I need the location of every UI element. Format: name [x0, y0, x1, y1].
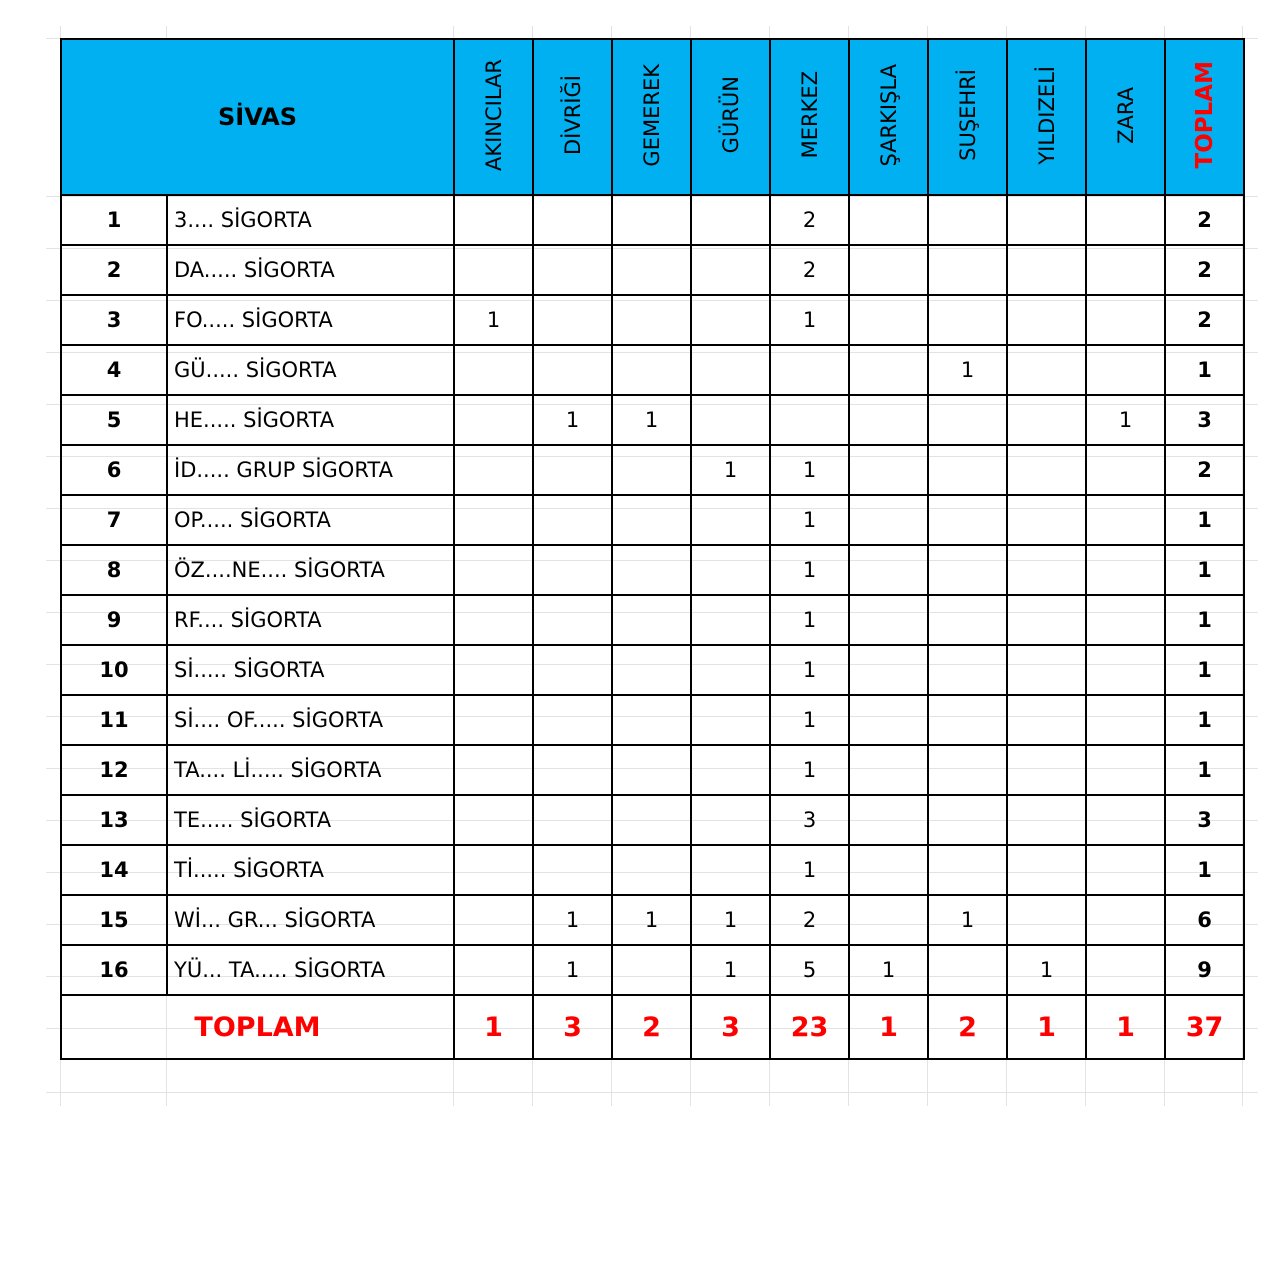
count-cell[interactable]: 2 [770, 245, 849, 295]
count-cell[interactable]: 1 [612, 895, 691, 945]
column-header-total[interactable] [1165, 39, 1244, 195]
row-number-cell[interactable]: 10 [61, 645, 167, 695]
count-cell[interactable]: 1 [849, 945, 928, 995]
table-row [61, 245, 1244, 295]
count-cell[interactable] [928, 195, 1007, 245]
count-cell[interactable] [454, 395, 533, 445]
column-header-0[interactable] [454, 39, 533, 195]
count-cell[interactable] [849, 295, 928, 345]
count-cell[interactable] [1086, 445, 1165, 495]
count-cell[interactable] [1007, 845, 1086, 895]
count-cell[interactable] [454, 345, 533, 395]
table-row [61, 595, 1244, 645]
count-cell[interactable] [1007, 745, 1086, 795]
count-cell[interactable]: 1 [770, 495, 849, 545]
count-cell[interactable] [533, 695, 612, 745]
column-header-label: GÜRÜN [718, 76, 743, 154]
count-cell[interactable] [849, 545, 928, 595]
count-cell[interactable]: 1 [691, 445, 770, 495]
count-cell[interactable] [533, 595, 612, 645]
count-cell[interactable]: 1 [612, 395, 691, 445]
table-row [61, 895, 1244, 945]
row-number-cell[interactable]: 1 [61, 195, 167, 245]
count-cell[interactable] [1007, 195, 1086, 245]
row-number-cell[interactable]: 12 [61, 745, 167, 795]
row-total-cell[interactable]: 2 [1165, 245, 1244, 295]
count-cell[interactable] [1007, 895, 1086, 945]
count-cell[interactable] [612, 645, 691, 695]
table-row [61, 545, 1244, 595]
count-cell[interactable] [849, 345, 928, 395]
column-header-label: AKINCILAR [481, 58, 506, 172]
count-cell[interactable]: 1 [770, 595, 849, 645]
column-header-6[interactable] [928, 39, 1007, 195]
count-cell[interactable] [454, 945, 533, 995]
count-cell[interactable] [849, 195, 928, 245]
count-cell[interactable] [691, 395, 770, 445]
count-cell[interactable] [612, 845, 691, 895]
count-cell[interactable] [1007, 395, 1086, 445]
company-name-cell[interactable]: TE..... SİGORTA [167, 795, 454, 845]
count-cell[interactable] [1086, 595, 1165, 645]
count-cell[interactable] [1086, 895, 1165, 945]
count-cell[interactable] [454, 645, 533, 695]
count-cell[interactable] [770, 345, 849, 395]
column-header-5[interactable] [849, 39, 928, 195]
count-cell[interactable] [454, 845, 533, 895]
count-cell[interactable] [928, 495, 1007, 545]
row-number-cell[interactable]: 14 [61, 845, 167, 895]
count-cell[interactable] [454, 745, 533, 795]
company-name-cell[interactable]: 3.... SİGORTA [167, 195, 454, 245]
company-name-cell[interactable]: HE..... SİGORTA [167, 395, 454, 445]
row-total-cell[interactable]: 1 [1165, 545, 1244, 595]
company-name-cell[interactable]: ÖZ....NE.... SİGORTA [167, 545, 454, 595]
count-cell[interactable]: 1 [770, 445, 849, 495]
count-cell[interactable] [612, 495, 691, 545]
count-cell[interactable] [454, 495, 533, 545]
count-cell[interactable] [849, 645, 928, 695]
column-header-3[interactable] [691, 39, 770, 195]
column-header-7[interactable] [1007, 39, 1086, 195]
column-header-8[interactable] [1086, 39, 1165, 195]
count-cell[interactable] [691, 245, 770, 295]
row-total-cell[interactable]: 1 [1165, 645, 1244, 695]
table-title: SİVAS [217, 103, 298, 131]
count-cell[interactable] [612, 445, 691, 495]
company-name-cell[interactable]: FO..... SİGORTA [167, 295, 454, 345]
company-name-cell[interactable]: GÜ..... SİGORTA [167, 345, 454, 395]
count-cell[interactable] [849, 245, 928, 295]
count-cell[interactable]: 1 [928, 895, 1007, 945]
footer-total-cell[interactable]: 3 [691, 995, 770, 1059]
table-row [61, 695, 1244, 745]
count-cell[interactable] [928, 845, 1007, 895]
count-cell[interactable] [691, 295, 770, 345]
count-cell[interactable]: 1 [770, 695, 849, 745]
count-cell[interactable] [849, 845, 928, 895]
count-cell[interactable] [928, 745, 1007, 795]
count-cell[interactable] [454, 545, 533, 595]
row-total-cell[interactable]: 6 [1165, 895, 1244, 945]
count-cell[interactable] [612, 345, 691, 395]
row-number-cell[interactable]: 15 [61, 895, 167, 945]
company-name-cell[interactable]: Tİ..... SİGORTA [167, 845, 454, 895]
table-row [61, 645, 1244, 695]
row-total-cell[interactable]: 3 [1165, 795, 1244, 845]
row-number-cell[interactable]: 8 [61, 545, 167, 595]
row-number-cell[interactable]: 3 [61, 295, 167, 345]
count-cell[interactable]: 1 [533, 895, 612, 945]
count-cell[interactable]: 1 [1086, 395, 1165, 445]
table-row [61, 495, 1244, 545]
table-body [61, 195, 1244, 995]
count-cell[interactable] [1007, 795, 1086, 845]
footer-total-cell[interactable]: 23 [770, 995, 849, 1059]
count-cell[interactable] [533, 295, 612, 345]
count-cell[interactable] [1086, 945, 1165, 995]
count-cell[interactable] [533, 745, 612, 795]
company-name-cell[interactable]: RF.... SİGORTA [167, 595, 454, 645]
row-number-cell[interactable]: 16 [61, 945, 167, 995]
count-cell[interactable] [612, 595, 691, 645]
row-number-cell[interactable]: 9 [61, 595, 167, 645]
count-cell[interactable] [533, 795, 612, 845]
count-cell[interactable] [612, 695, 691, 745]
gridline-horizontal [46, 1092, 1258, 1093]
count-cell[interactable] [1086, 745, 1165, 795]
table-row [61, 195, 1244, 245]
count-cell[interactable] [928, 795, 1007, 845]
table-row [61, 945, 1244, 995]
company-name-cell[interactable]: Sİ..... SİGORTA [167, 645, 454, 695]
count-cell[interactable]: 1 [770, 645, 849, 695]
column-header-label: GEMEREK [639, 63, 664, 167]
row-total-cell[interactable]: 2 [1165, 295, 1244, 345]
count-cell[interactable] [1007, 545, 1086, 595]
header-row [61, 39, 1244, 195]
count-cell[interactable]: 1 [533, 945, 612, 995]
company-name-cell[interactable]: OP..... SİGORTA [167, 495, 454, 545]
count-cell[interactable] [533, 195, 612, 245]
count-cell[interactable] [612, 195, 691, 245]
company-name-cell[interactable]: DA..... SİGORTA [167, 245, 454, 295]
count-cell[interactable] [1007, 345, 1086, 395]
count-cell[interactable] [612, 745, 691, 795]
footer-total-cell[interactable]: 1 [849, 995, 928, 1059]
count-cell[interactable] [1007, 245, 1086, 295]
table-row [61, 395, 1244, 445]
row-total-cell[interactable]: 3 [1165, 395, 1244, 445]
count-cell[interactable] [1086, 645, 1165, 695]
count-cell[interactable] [1086, 545, 1165, 595]
column-header-label: ŞARKIŞLA [876, 63, 901, 167]
count-cell[interactable] [770, 395, 849, 445]
count-cell[interactable] [691, 845, 770, 895]
count-cell[interactable] [928, 645, 1007, 695]
count-cell[interactable] [454, 695, 533, 745]
count-cell[interactable] [691, 345, 770, 395]
row-total-cell[interactable]: 1 [1165, 595, 1244, 645]
count-cell[interactable] [1007, 295, 1086, 345]
count-cell[interactable] [612, 945, 691, 995]
footer-total-cell[interactable]: 1 [1007, 995, 1086, 1059]
count-cell[interactable] [612, 295, 691, 345]
count-cell[interactable] [1086, 195, 1165, 245]
row-total-cell[interactable]: 1 [1165, 495, 1244, 545]
row-number-cell[interactable]: 2 [61, 245, 167, 295]
count-cell[interactable] [612, 545, 691, 595]
count-cell[interactable] [454, 795, 533, 845]
row-total-cell[interactable]: 1 [1165, 345, 1244, 395]
count-cell[interactable] [928, 245, 1007, 295]
company-name-cell[interactable]: Sİ.... OF..... SİGORTA [167, 695, 454, 745]
count-cell[interactable]: 1 [770, 295, 849, 345]
count-cell[interactable] [691, 745, 770, 795]
data-table [60, 38, 1245, 1060]
column-header-label: MERKEZ [797, 71, 822, 159]
count-cell[interactable] [928, 595, 1007, 645]
count-cell[interactable]: 3 [770, 795, 849, 845]
row-total-cell[interactable]: 1 [1165, 695, 1244, 745]
count-cell[interactable] [691, 195, 770, 245]
row-number-cell[interactable]: 6 [61, 445, 167, 495]
company-name-cell[interactable]: Wİ... GR... SİGORTA [167, 895, 454, 945]
count-cell[interactable]: 1 [691, 945, 770, 995]
count-cell[interactable] [533, 345, 612, 395]
column-header-4[interactable] [770, 39, 849, 195]
count-cell[interactable] [533, 845, 612, 895]
count-cell[interactable] [454, 195, 533, 245]
footer-total-cell[interactable]: 2 [612, 995, 691, 1059]
count-cell[interactable] [1007, 445, 1086, 495]
count-cell[interactable]: 5 [770, 945, 849, 995]
count-cell[interactable] [849, 745, 928, 795]
count-cell[interactable] [533, 495, 612, 545]
count-cell[interactable] [1007, 595, 1086, 645]
count-cell[interactable] [1086, 295, 1165, 345]
table-row [61, 445, 1244, 495]
footer-label-cell[interactable] [61, 995, 454, 1059]
count-cell[interactable]: 2 [770, 195, 849, 245]
count-cell[interactable] [1007, 695, 1086, 745]
row-total-cell[interactable]: 1 [1165, 845, 1244, 895]
row-number-cell[interactable]: 7 [61, 495, 167, 545]
row-number-cell[interactable]: 4 [61, 345, 167, 395]
count-cell[interactable] [849, 445, 928, 495]
count-cell[interactable] [691, 645, 770, 695]
company-name-cell[interactable]: TA.... Lİ..... SİGORTA [167, 745, 454, 795]
count-cell[interactable] [1007, 495, 1086, 545]
column-header-total-label: TOPLAM [1191, 61, 1218, 169]
count-cell[interactable] [849, 895, 928, 945]
count-cell[interactable] [928, 395, 1007, 445]
table-row [61, 345, 1244, 395]
count-cell[interactable] [1086, 345, 1165, 395]
table-row [61, 845, 1244, 895]
count-cell[interactable]: 1 [454, 295, 533, 345]
row-total-cell[interactable]: 2 [1165, 445, 1244, 495]
row-total-cell[interactable]: 2 [1165, 195, 1244, 245]
row-number-cell[interactable]: 11 [61, 695, 167, 745]
count-cell[interactable]: 1 [770, 845, 849, 895]
count-cell[interactable] [454, 895, 533, 945]
company-name-cell[interactable]: İD..... GRUP SİGORTA [167, 445, 454, 495]
count-cell[interactable] [928, 295, 1007, 345]
footer-total-row [61, 995, 1244, 1059]
count-cell[interactable] [1007, 645, 1086, 695]
column-header-label: DİVRİĞİ [560, 75, 585, 155]
count-cell[interactable] [533, 445, 612, 495]
count-cell[interactable] [533, 645, 612, 695]
footer-label: TOPLAM [194, 1011, 321, 1043]
count-cell[interactable] [1086, 795, 1165, 845]
row-total-cell[interactable]: 1 [1165, 745, 1244, 795]
count-cell[interactable] [928, 695, 1007, 745]
table-row [61, 795, 1244, 845]
count-cell[interactable] [928, 445, 1007, 495]
grand-total-cell[interactable]: 37 [1165, 995, 1244, 1059]
count-cell[interactable] [1086, 245, 1165, 295]
count-cell[interactable] [691, 545, 770, 595]
row-number-cell[interactable]: 13 [61, 795, 167, 845]
table-title-cell[interactable] [61, 39, 454, 195]
count-cell[interactable] [849, 795, 928, 845]
table-row [61, 745, 1244, 795]
count-cell[interactable] [1086, 695, 1165, 745]
count-cell[interactable] [849, 495, 928, 545]
footer-total-cell[interactable]: 2 [928, 995, 1007, 1059]
count-cell[interactable]: 1 [770, 745, 849, 795]
count-cell[interactable] [691, 495, 770, 545]
count-cell[interactable] [612, 245, 691, 295]
table-row [61, 295, 1244, 345]
count-cell[interactable] [1086, 495, 1165, 545]
count-cell[interactable]: 1 [533, 395, 612, 445]
row-number-cell[interactable]: 5 [61, 395, 167, 445]
count-cell[interactable] [691, 695, 770, 745]
count-cell[interactable] [533, 545, 612, 595]
column-header-label: SUŞEHRİ [955, 69, 980, 161]
row-total-cell[interactable]: 9 [1165, 945, 1244, 995]
footer-total-cell[interactable]: 1 [1086, 995, 1165, 1059]
count-cell[interactable] [691, 595, 770, 645]
count-cell[interactable] [849, 695, 928, 745]
company-name-cell[interactable]: YÜ... TA..... SİGORTA [167, 945, 454, 995]
count-cell[interactable] [691, 795, 770, 845]
count-cell[interactable] [849, 395, 928, 445]
count-cell[interactable]: 2 [770, 895, 849, 945]
count-cell[interactable]: 1 [928, 345, 1007, 395]
footer-total-cell[interactable]: 3 [533, 995, 612, 1059]
column-header-label: YILDIZELİ [1034, 65, 1059, 165]
column-header-1[interactable] [533, 39, 612, 195]
count-cell[interactable]: 1 [1007, 945, 1086, 995]
count-cell[interactable] [454, 595, 533, 645]
count-cell[interactable] [849, 595, 928, 645]
column-header-label: ZARA [1113, 86, 1138, 144]
count-cell[interactable] [533, 245, 612, 295]
count-cell[interactable] [928, 945, 1007, 995]
count-cell[interactable]: 1 [770, 545, 849, 595]
footer-total-cell[interactable]: 1 [454, 995, 533, 1059]
count-cell[interactable] [1086, 845, 1165, 895]
column-header-2[interactable] [612, 39, 691, 195]
count-cell[interactable] [454, 245, 533, 295]
count-cell[interactable] [612, 795, 691, 845]
count-cell[interactable] [454, 445, 533, 495]
count-cell[interactable]: 1 [691, 895, 770, 945]
count-cell[interactable] [928, 545, 1007, 595]
